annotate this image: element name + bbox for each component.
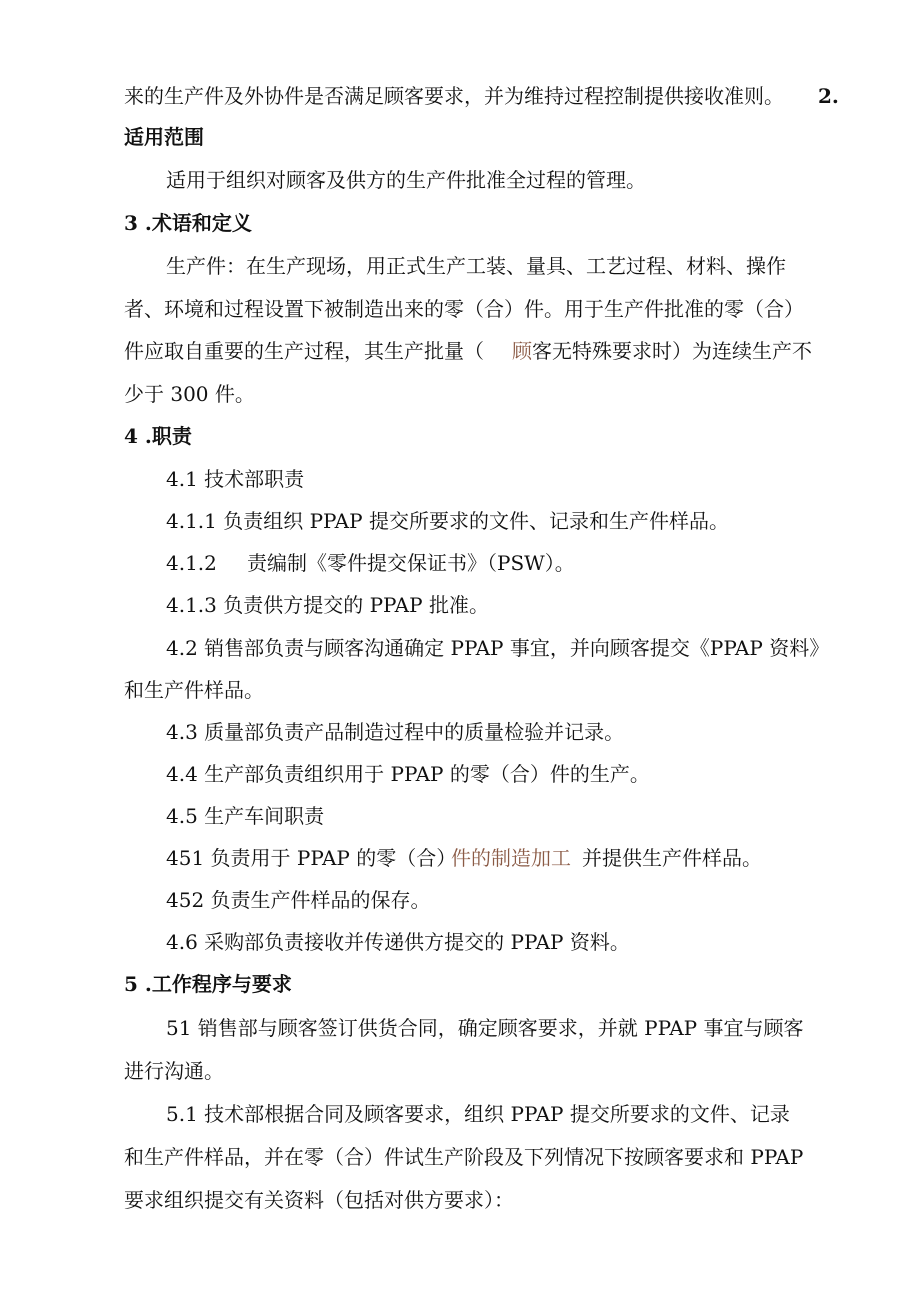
paragraph-line: 和生产件样品，并在零（合）件试生产阶段及下列情况下按顾客要求和 PPAP	[124, 1145, 804, 1169]
section-heading: 5 .工作程序与要求	[124, 972, 292, 996]
paragraph-line: 4.6 采购部负责接收并传递供方提交的 PPAP 资料。	[166, 930, 630, 954]
paragraph-line: 来的生产件及外协件是否满足顾客要求，并为维持过程控制提供接收准则。	[124, 84, 784, 108]
paragraph-line: 客无特殊要求时）为连续生产不	[532, 339, 812, 363]
highlighted-text: 件的制造加工	[451, 846, 571, 870]
paragraph-line: 4.2 销售部负责与顾客沟通确定 PPAP 事宜，并向顾客提交《PPAP 资料》	[166, 636, 830, 660]
section-heading: 3 .术语和定义	[124, 211, 252, 235]
paragraph-line: 452 负责生产件样品的保存。	[166, 888, 431, 912]
paragraph-line: 451 负责用于 PPAP 的零（合）	[166, 846, 457, 870]
section-heading: 适用范围	[124, 125, 204, 149]
paragraph-line: 4.1.3 负责供方提交的 PPAP 批准。	[166, 593, 489, 617]
item-number: 4.1.2	[166, 551, 217, 575]
paragraph-line: 并提供生产件样品。	[582, 846, 762, 870]
section-number: 2.	[818, 84, 839, 108]
paragraph-line: 要求组织提交有关资料（包括对供方要求）：	[124, 1188, 514, 1212]
section-heading: 4 .职责	[124, 424, 192, 448]
paragraph-line: 4.1.1 负责组织 PPAP 提交所要求的文件、记录和生产件样品。	[166, 509, 729, 533]
paragraph-line: 4.3 质量部负责产品制造过程中的质量检验并记录。	[166, 720, 625, 744]
paragraph-line: 4.5 生产车间职责	[166, 804, 325, 828]
paragraph-line: 5.1 技术部根据合同及顾客要求，组织 PPAP 提交所要求的文件、记录	[166, 1102, 790, 1126]
paragraph-line: 责编制《零件提交保证书》（PSW）。	[247, 551, 575, 575]
paragraph-line: 者、环境和过程设置下被制造出来的零（合）件。用于生产件批准的零（合）	[124, 297, 804, 321]
highlighted-text: 顾	[512, 339, 532, 363]
paragraph-line: 少于 300 件。	[124, 382, 255, 406]
paragraph-line: 件应取自重要的生产过程，其生产批量（	[124, 339, 484, 363]
paragraph-line: 生产件：在生产现场，用正式生产工装、量具、工艺过程、材料、操作	[166, 254, 786, 278]
paragraph-line: 4.4 生产部负责组织用于 PPAP 的零（合）件的生产。	[166, 762, 650, 786]
paragraph-line: 4.1 技术部职责	[166, 467, 305, 491]
paragraph-line: 51 销售部与顾客签订供货合同，确定顾客要求，并就 PPAP 事宜与顾客	[166, 1016, 804, 1040]
paragraph-line: 适用于组织对顾客及供方的生产件批准全过程的管理。	[166, 168, 646, 192]
paragraph-line: 进行沟通。	[124, 1059, 224, 1083]
paragraph-line: 和生产件样品。	[124, 678, 264, 702]
